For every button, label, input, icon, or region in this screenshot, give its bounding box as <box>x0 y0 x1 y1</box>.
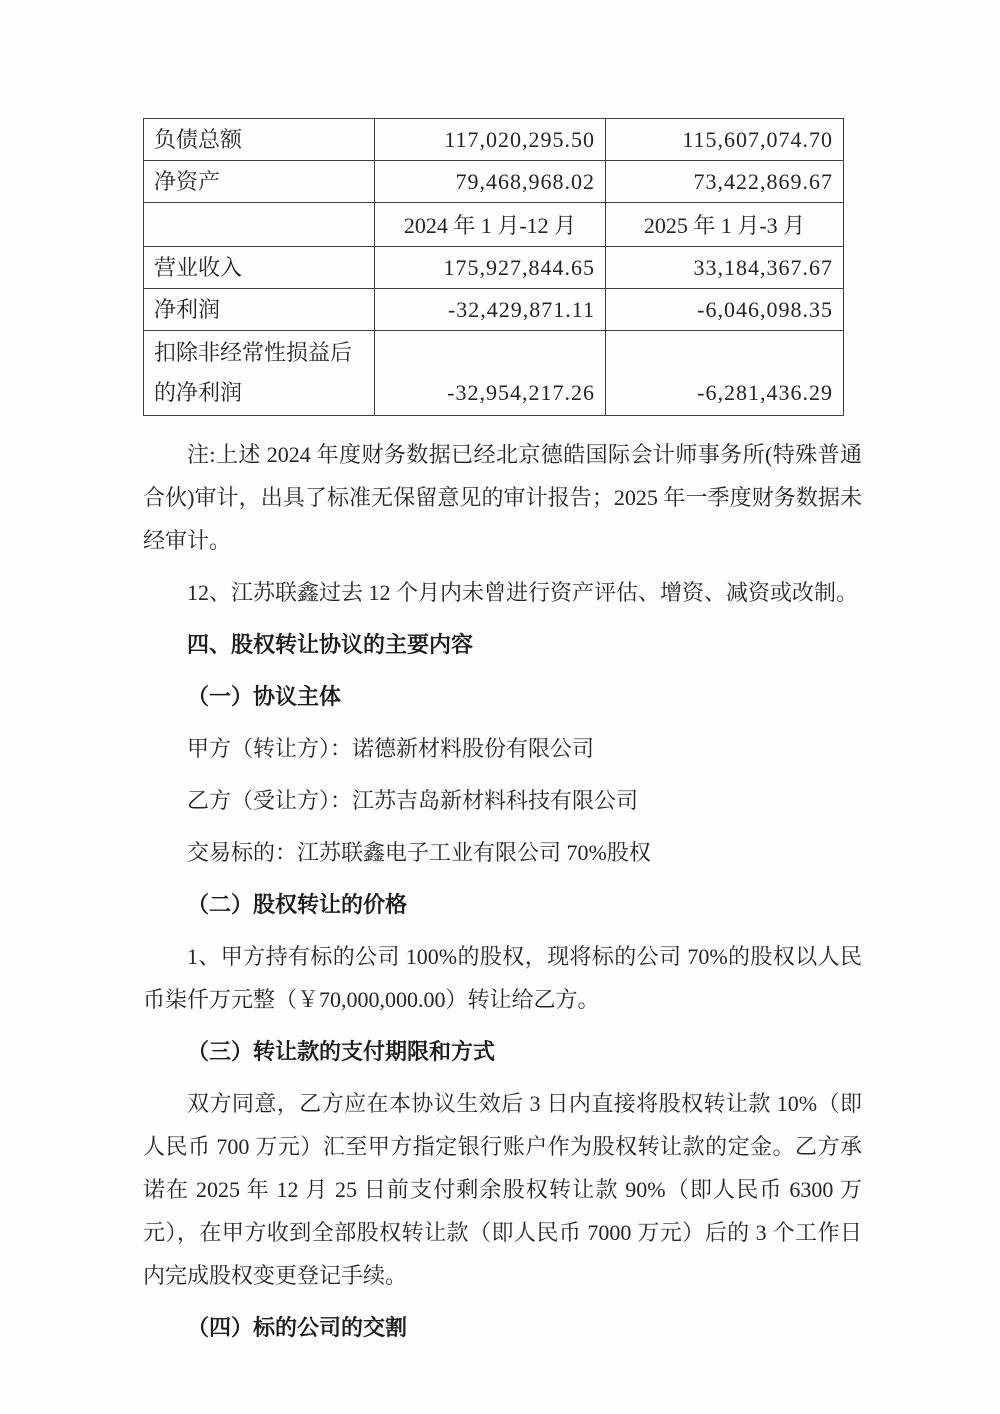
row-label <box>144 203 375 247</box>
row-label: 净资产 <box>144 161 375 203</box>
row-label: 负债总额 <box>144 119 375 161</box>
value-2025: 33,184,367.67 <box>606 247 844 289</box>
payment-terms-paragraph: 双方同意，乙方应在本协议生效后 3 日内直接将股权转让款 10%（即人民币 700 万元）汇至甲方指定银行账户作为股权转让款的定金。乙方承诺在 2025 年 12 月 25 日前支付剩余股权转让款 90%（即人民币 6300 万元），在甲方收到全部股权转让款（即人民币 7000 万元）后的 3 个工作日内完成股权变更登记手续。 <box>143 1091 862 1288</box>
party-b-line: 乙方（受让方）：江苏吉岛新材料科技有限公司 <box>187 788 639 813</box>
table-row-operating-revenue <box>144 247 844 289</box>
transaction-subject-line: 交易标的：江苏联鑫电子工业有限公司 70%股权 <box>187 840 651 865</box>
page-content <box>143 118 862 1358</box>
item-12-paragraph: 12、江苏联鑫过去 12 个月内未曾进行资产评估、增资、减资或改制。 <box>187 580 859 605</box>
value-2024: 117,020,295.50 <box>375 119 606 161</box>
value-2024: 175,927,844.65 <box>375 247 606 289</box>
value-2025: 115,607,074.70 <box>606 119 844 161</box>
period-2025: 2025 年 1 月-3 月 <box>606 203 844 247</box>
value-2025: -6,046,098.35 <box>606 289 844 331</box>
value-2024: -32,954,217.26 <box>375 331 606 416</box>
row-label: 扣除非经常性损益后的净利润 <box>144 331 375 416</box>
section-4-heading: 四、股权转让协议的主要内容 <box>187 632 474 657</box>
row-label: 营业收入 <box>144 247 375 289</box>
subsection-1-heading: （一）协议主体 <box>187 684 342 709</box>
value-2024: 79,468,968.02 <box>375 161 606 203</box>
table-row-net-assets <box>144 161 844 203</box>
value-2025: 73,422,869.67 <box>606 161 844 203</box>
table-row-net-profit-excl-nonrecurring <box>144 331 844 416</box>
row-label: 净利润 <box>144 289 375 331</box>
price-paragraph: 1、甲方持有标的公司 100%的股权，现将标的公司 70%的股权以人民币柒仟万元整（￥70,000,000.00）转让给乙方。 <box>143 944 862 1012</box>
period-2024: 2024 年 1 月-12 月 <box>375 203 606 247</box>
party-a-line: 甲方（转让方）：诺德新材料股份有限公司 <box>187 736 595 761</box>
subsection-3-heading: （三）转让款的支付期限和方式 <box>187 1039 496 1064</box>
subsection-2-heading: （二）股权转让的价格 <box>187 892 408 917</box>
financial-data-table <box>143 118 844 416</box>
subsection-4-heading: （四）标的公司的交割 <box>187 1315 408 1340</box>
table-row-total-liabilities <box>144 119 844 161</box>
value-2025: -6,281,436.29 <box>606 331 844 416</box>
table-row-periods <box>144 203 844 247</box>
table-row-net-profit <box>144 289 844 331</box>
audit-note-paragraph: 注:上述 2024 年度财务数据已经北京德皓国际会计师事务所(特殊普通合伙)审计，出具了标准无保留意见的审计报告；2025 年一季度财务数据未经审计。 <box>143 442 862 553</box>
value-2024: -32,429,871.11 <box>375 289 606 331</box>
